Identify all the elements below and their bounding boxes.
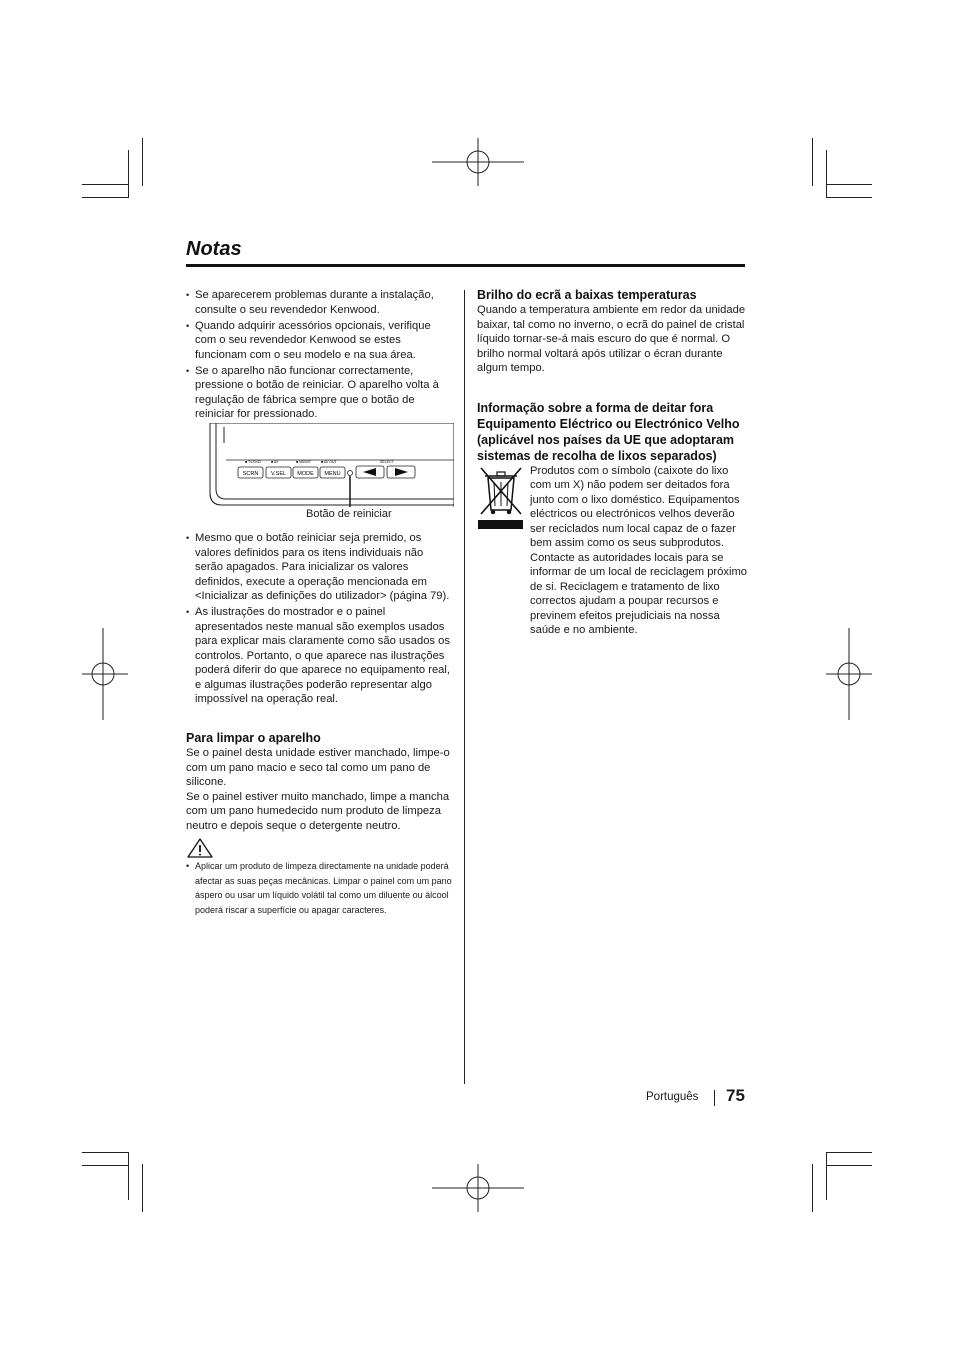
label-select: SELECT [380, 460, 394, 464]
panel-illustration [186, 423, 454, 507]
list-item: • Quando adquirir acessórios opcionais, verifique com o seu revendedor Kenwood se estes funcionam com o seu modelo e na sua área. [186, 319, 454, 363]
list-item: • Se o aparelho não funcionar correctamente, pressione o botão de reiniciar. O aparelho volta à regulação de fábrica sempre que o botão de reiniciar for pressionado. [186, 364, 454, 422]
warning-triangle-icon [186, 837, 214, 859]
title-rule [186, 264, 745, 267]
label-nd-int: ■ ND/INT [296, 460, 311, 464]
notes-list-bottom [186, 531, 454, 707]
list-item: • As ilustrações do mostrador e o painel apresentados neste manual são exemplos usados para explicar mais claramente como são usados os controlos. Portanto, o que aparece nas ilustrações poderá diferir do que aparece no equipamento real, e algumas ilustrações poderão representar algo impossível na operação real. [186, 605, 454, 707]
registration-mark-top [432, 138, 524, 186]
crossed-bin-icon [477, 464, 524, 532]
list-item: • Se aparecerem problemas durante a instalação, consulte o seu revendedor Kenwood. [186, 288, 454, 317]
registration-mark-right [826, 628, 872, 720]
menu-button-label: MENU [324, 471, 341, 477]
registration-mark-left [82, 628, 128, 720]
brightness-heading: Brilho do ecrã a baixas temperaturas [477, 288, 697, 302]
page-title: Notas [186, 238, 242, 260]
label-av-out: ■ AV OUT [321, 460, 337, 464]
cleaning-paragraph: Se o painel desta unidade estiver manchado, limpe-o com um pano macio e seco tal como um pano de silicone. [186, 747, 450, 788]
registration-mark-bottom [432, 1164, 524, 1212]
warning-list [186, 859, 454, 917]
footer-separator [714, 1090, 715, 1106]
column-divider [464, 290, 465, 1084]
cleaning-paragraph: Se o painel estiver muito manchado, limpe a mancha com um pano humedecido num produto de limpeza neutro e depois seque o detergente neutro. [186, 790, 450, 832]
notes-list-top [186, 288, 454, 422]
vsel-button-label: V.SEL [270, 471, 287, 477]
figure-caption: Botão de reiniciar [306, 508, 392, 520]
footer-language: Português [646, 1091, 699, 1103]
label-av: ■ AV [271, 460, 279, 464]
scrn-button-label: SCRN [242, 471, 259, 477]
page-number: 75 [726, 1086, 745, 1105]
reset-button-figure [186, 423, 454, 519]
right-column [477, 287, 747, 638]
reset-button[interactable] [348, 471, 353, 476]
warning-text: • Aplicar um produto de limpeza directamente na unidade poderá afectar as suas peças mecânicas. Limpar o painel com um pano áspero ou usar um líquido volátil tal como um diluente ou álcool poderá riscar a superfície ou apagar caracteres. [186, 859, 454, 917]
label-tv-dvd: ■ TV/DVD [245, 460, 261, 464]
list-item: • Mesmo que o botão reiniciar seja premido, os valores definidos para os itens individuais não serão apagados. Para inicializar os valores definidos, execute a operação mencionada em <Inicializar as definições do utilizador> (página 79). [186, 531, 454, 604]
disposal-heading: Informação sobre a forma de deitar fora Equipamento Eléctrico ou Electrónico Velho (aplicável nos países da UE que adoptaram sistemas de recolha de lixos separados) [477, 400, 740, 463]
left-column [186, 288, 454, 919]
cleaning-heading: Para limpar o aparelho [186, 731, 321, 745]
disposal-section [477, 464, 747, 638]
mode-button-label: MODE [297, 471, 314, 477]
disposal-text: Produtos com o símbolo (caixote do lixo com um X) não podem ser deitados fora junto com o lixo doméstico. Equipamentos eléctricos ou electrónicos velhos deverão ser reciclados num local capaz de o fazer bem assim como os seus subprodutos. Contacte as autoridades locais para se informar de um local de reciclagem próximo de si. Reciclagem e tratamento de lixo correctos ajudam a poupar recursos e previnem efeitos prejudiciais na nossa saúde e no ambiente. [530, 464, 747, 636]
brightness-text: Quando a temperatura ambiente em redor da unidade baixar, tal como no inverno, o ecrã do painel de cristal líquido tornar-se-á mais escuro do que é normal. O brilho normal voltará após utilizar o écran durante algum tempo. [477, 304, 746, 374]
